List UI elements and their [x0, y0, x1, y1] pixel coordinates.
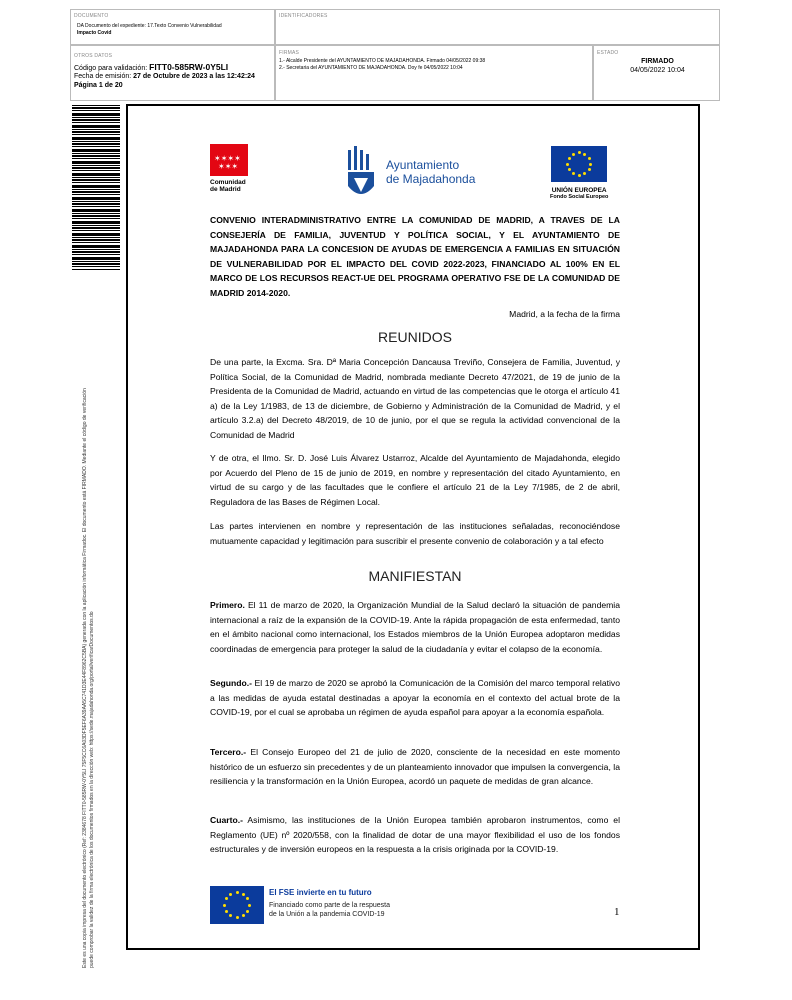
fecha-prefix: Fecha de emisión: [74, 73, 132, 80]
eu-star-icon [568, 168, 571, 171]
documento-box [70, 9, 275, 45]
firmas-label: FIRMAS [279, 50, 300, 56]
eu-star-icon [225, 910, 228, 913]
estado-value: FIRMADO [641, 58, 674, 65]
fse-subtitle [269, 902, 469, 919]
eu-star-icon [246, 910, 249, 913]
comunidad-madrid-logo [210, 144, 248, 193]
eu-star-icon [572, 153, 575, 156]
paragraph-segundo [210, 676, 620, 720]
fecha-value: 27 de Octubre de 2023 a las 12:42:24 [133, 73, 255, 80]
eu-star-icon [588, 168, 591, 171]
documento-label: DOCUMENTO [74, 13, 109, 19]
eu-star-icon [572, 172, 575, 175]
pagina: Página 1 de 20 [74, 82, 123, 89]
tercero-text: El Consejo Europeo del 21 de julio de 2020, consciente de la necesidad en este momento histórico de un esfuerzo sin precedentes y de un planteamiento innovador que impulsen la convergencia, la resiliencia y la transformación en la Unión Europea, acordó un paquete de medidas de gran alcance. [210, 747, 620, 787]
eu-star-icon [242, 893, 245, 896]
page-number: 1 [614, 906, 620, 918]
paragraph-part-1: De una parte, la Excma. Sra. Dª Maria Concepción Dancausa Treviño, Consejera de Familia, Juventud, y Política Social, de la Comunidad de Madrid, nombrada mediante Decreto 47/2021, de 19 de junio de la Presidenta de la Comunidad de Madrid, actuando en virtud de las competencias que le otorga el artículo 41 a) de la Ley 1/1983, de 13 de diciembre, de Gobierno y Administración de la Comunidad de Madrid, y el artículo 3.2.a) del Decreto 48/2019, de 10 de junio, por el que se regula la actividad convencional de la Comunidad de Madrid [210, 357, 620, 440]
eu-star-icon [246, 897, 249, 900]
side-validation-text-2: puede comprobar la validez de la firma electrónica de los documentos firmados en la dirección web: https://sede.majadahonda.org/portal/verificarDocumentos.do [89, 611, 95, 968]
estado-label: ESTADO [597, 50, 619, 56]
paragraph-primero [210, 598, 620, 656]
primero-label: Primero. [210, 600, 245, 610]
paragraph-cuarto [210, 813, 620, 857]
eu-star-icon [578, 174, 581, 177]
heading-reunidos: REUNIDOS [378, 329, 452, 345]
cm-name-2: de Madrid [210, 186, 241, 193]
ayto-text-2: de Majadahonda [386, 172, 476, 186]
codigo-value: FITT0-585RW-0Y5LI [149, 62, 229, 72]
place-date: Madrid, a la fecha de la firma [509, 309, 620, 319]
document-page [126, 104, 700, 950]
majadahonda-emblem-icon [346, 146, 378, 202]
fecha-emision [74, 73, 255, 82]
eu-star-icon [589, 163, 592, 166]
segundo-text: El 19 de marzo de 2020 se aprobó la Comunicación de la Comisión del marco temporal relativo a las medidas de ayuda estatal destinadas a apoyar la economía en el contexto del actual brote de la COVID-19, por el cual se aprobaba un régimen de ayuda español para apoyar a la economía española. [210, 678, 620, 718]
firma-1: 1.- Alcalde Presidente del AYUNTAMIENTO DE MAJADAHONDA. Firmado 04/05/2022 09:38 [279, 58, 486, 64]
eu-star-icon [229, 914, 232, 917]
eu-star-icon [229, 893, 232, 896]
eu-star-icon [236, 891, 239, 894]
otros-datos-label: OTROS DATOS [74, 53, 113, 59]
eu-star-icon [248, 904, 251, 907]
cm-name-1: Comunidad [210, 179, 246, 186]
heading-manifiestan: MANIFIESTAN [368, 568, 462, 584]
identificadores-box [275, 9, 720, 45]
eu-star-icon [236, 916, 239, 919]
paragraph-part-2: Y de otra, el Ilmo. Sr. D. José Luis Álvarez Ustarroz, Alcalde del Ayuntamiento de Majadahonda, elegido por Acuerdo del Pleno de 15 de junio de 2019, en nombre y representación del citado Ayuntamiento, en virtud de su cargo y de las facultades que le confiere el artículo 21 de la Ley 7/1985, de 2 de abril, Reguladora de las Bases de Régimen Local. [210, 453, 620, 507]
identificadores-label: IDENTIFICADORES [279, 13, 328, 19]
madrid-flag-icon: ✶✶✶✶ ✶✶✶ [210, 144, 248, 176]
ayto-text-1: Ayuntamiento [386, 158, 460, 172]
barcode [72, 105, 120, 270]
ue-text-1: UNIÓN EUROPEA [551, 187, 607, 194]
firma-2: 2.- Secretaria del AYUNTAMIENTO DE MAJADAHONDA. Doy fe 04/05/2022 10:04 [279, 65, 463, 71]
paragraph-parties: Las partes intervienen en nombre y representación de las instituciones señaladas, reconociéndose mutuamente capacidad y legitimación para suscribir el presente convenio de colaboración y a tal efecto [210, 521, 620, 546]
documento-value-1: DA Documento del expediente: 17.Texto Convenio Vulnerabilidad [77, 23, 222, 29]
eu-star-icon [583, 153, 586, 156]
eu-star-icon [583, 172, 586, 175]
eu-star-icon [566, 163, 569, 166]
primero-text: El 11 de marzo de 2020, la Organización Mundial de la Salud declaró la situación de pandemia internacional a raíz de la expansión de la COVID-19. Ante la rápida propagación de esta enfermedad, tanto en el ámbito nacional como internacional, los Estados miembros de la Unión Europea adoptaron medidas coordinadas de emergencia para proteger la salud de la ciudadanía y evitar el colapso de la economía. [210, 600, 620, 654]
fse-title: El FSE invierte en tu futuro [269, 888, 372, 897]
eu-star-icon [223, 904, 226, 907]
firmas-box [275, 45, 593, 101]
codigo-validacion [74, 63, 228, 74]
cuarto-text: Asimismo, las instituciones de la Unión Europea también aprobaron instrumentos, como el Reglamento (UE) nº 2020/558, con la finalidad de dotar de una mayor flexibilidad el uso de los fondos estructurales y de inversión europeos en la respuesta a la crisis originada por la COVID-19. [210, 815, 620, 855]
side-validation-text-1: Este es una copia impresa del documento electrónico (Ref: 2384678 FITT0-585RW-0Y5LI 75F5CC6A03DF5EF6A39AA5C741D3E44F8962C5BA) generada con la aplicación informática Firmadoc. El documento está FIRMADO. Mediante el código de verificación [82, 388, 88, 968]
document-title: CONVENIO INTERADMINISTRATIVO ENTRE LA COMUNIDAD DE MADRID, A TRAVES DE LA CONSEJERÍA DE FAMILIA, JUVENTUD Y POLÍTICA SOCIAL, Y EL AYUNTAMIENTO DE MAJADAHONDA PARA LA CONCESION DE AYUDAS DE EMERGENCIA A FAMILIAS EN SITUACIÓN DE VULNERABILIDAD POR EL IMPACTO DEL COVID 2022-2023, FINANCIADO AL 100% EN EL MARCO DE LOS RECURSOS REACT-UE DEL PROGRAMA OPERATIVO FSE DE LA COMUNIDAD DE MADRID 2014-2020. [210, 215, 620, 298]
fse-eu-flag-icon [210, 886, 264, 924]
estado-date: 04/05/2022 10:04 [630, 67, 685, 74]
eu-star-icon [242, 914, 245, 917]
eu-star-icon [568, 157, 571, 160]
estado-box [593, 45, 720, 101]
ue-text-2: Fondo Social Europeo [550, 194, 609, 200]
codigo-prefix: Código para validación: [74, 65, 148, 72]
segundo-label: Segundo.- [210, 678, 253, 688]
eu-star-icon [588, 157, 591, 160]
eu-star-icon [225, 897, 228, 900]
fse-sub-2: de la Unión a la pandemia COVID-19 [269, 910, 385, 918]
paragraph-tercero [210, 745, 620, 789]
union-europea-logo [550, 146, 608, 200]
eu-flag-icon [551, 146, 607, 182]
cuarto-label: Cuarto.- [210, 815, 243, 825]
eu-star-icon [578, 151, 581, 154]
documento-value-2: Impacto Covid [77, 30, 112, 36]
fse-sub-1: Financiado como parte de la respuesta [269, 902, 391, 909]
tercero-label: Tercero.- [210, 747, 247, 757]
otros-datos-box [70, 45, 275, 101]
